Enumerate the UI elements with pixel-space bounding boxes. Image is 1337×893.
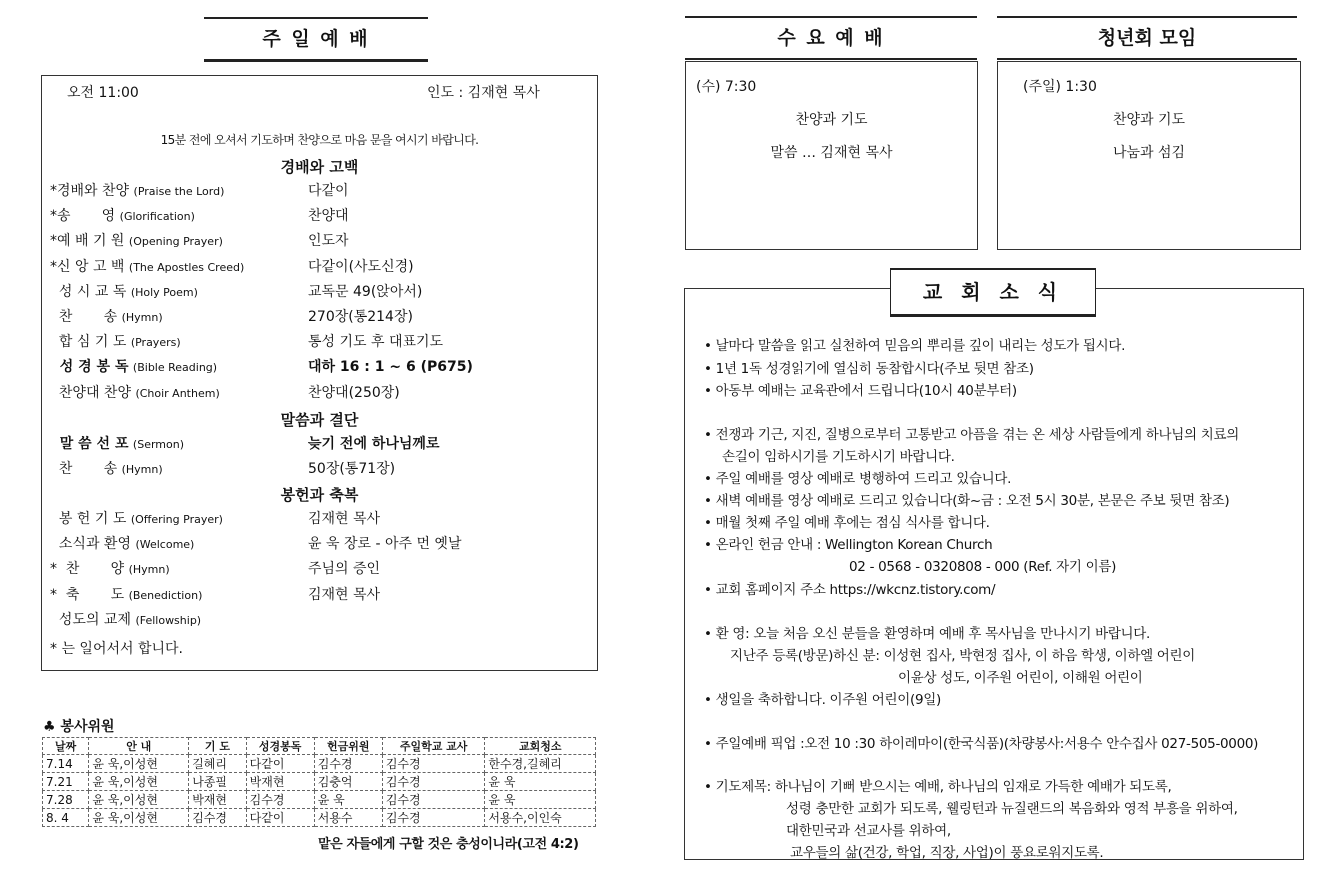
volunteers-cell: 7.14 — [43, 755, 89, 773]
service-time: 오전 11:00 — [67, 85, 139, 101]
order-value: 주님의 증인 — [308, 561, 381, 578]
section-word: 말씀과 결단 — [280, 411, 359, 429]
order-value: 270장(통214장) — [308, 309, 413, 325]
order-row — [50, 306, 590, 330]
volunteers-row — [43, 791, 596, 809]
volunteers-cell: 다같이 — [246, 755, 314, 773]
volunteers-cell: 김수경 — [382, 773, 485, 791]
volunteers-cell: 윤 욱,이성현 — [89, 773, 189, 791]
volunteers-table — [42, 737, 596, 827]
order-label: *송 영 (Glorification) — [50, 208, 195, 225]
order-label: *경배와 찬양 (Praise the Lord) — [50, 183, 225, 199]
order-label: 찬양대 찬양 (Choir Anthem) — [50, 384, 220, 401]
news-item: 02 - 0568 - 0320808 - 000 (Ref. 자기 이름) — [849, 559, 1117, 575]
news-item: • 주일 예배를 영상 예배로 병행하여 드리고 있습니다. — [704, 471, 1012, 487]
order-value: 찬양대 — [308, 208, 349, 225]
news-item: • 교회 홈페이지 주소 https://wkcnz.tistory.com/ — [704, 582, 996, 598]
arrival-notice: 15분 전에 오셔서 기도하며 찬양으로 마음 문을 여시기 바랍니다. — [160, 133, 479, 147]
order-value: 김재현 목사 — [308, 586, 381, 603]
order-row — [50, 382, 590, 406]
volunteers-cell: 김수경 — [382, 791, 485, 809]
order-row — [50, 230, 590, 254]
order-label: 성도의 교제 (Fellowship) — [50, 611, 202, 628]
volunteers-header-cell: 헌금위원 — [314, 738, 382, 755]
wednesday-time: (수) 7:30 — [696, 79, 757, 95]
wednesday-line1: 찬양과 기도 — [795, 112, 868, 128]
news-item: • 기도제목: 하나님이 기뻐 받으시는 예배, 하나님의 임재로 가득한 예배가 되도록, — [704, 779, 1172, 795]
service-leader: 인도 : 김재현 목사 — [427, 85, 540, 101]
order-row — [50, 609, 590, 633]
volunteers-header-cell: 성경봉독 — [246, 738, 314, 755]
order-row — [50, 458, 590, 482]
news-item: • 온라인 헌금 안내 : Wellington Korean Church — [704, 537, 993, 553]
wednesday-line2: 말씀 … 김재현 목사 — [770, 145, 893, 161]
order-label: *신 앙 고 백 (The Apostles Creed) — [50, 258, 245, 275]
order-label: 찬 송 (Hymn) — [50, 309, 163, 325]
standing-footnote: * 는 일어서서 합니다. — [50, 641, 183, 657]
order-label: 성 시 교 독 (Holy Poem) — [50, 283, 198, 300]
news-item: • 생일을 축하합니다. 이주원 어린이(9일) — [704, 692, 941, 708]
order-row — [50, 281, 590, 305]
youth-line1: 찬양과 기도 — [1112, 112, 1186, 128]
news-item: • 1년 1독 성경읽기에 열심히 동참합시다(주보 뒷면 참조) — [704, 361, 1034, 377]
order-row — [50, 256, 590, 280]
volunteers-cell: 서용수,이인숙 — [485, 809, 596, 827]
order-value: 늦기 전에 하나님께로 — [308, 436, 440, 452]
order-value: 다같이(사도신경) — [308, 258, 414, 275]
news-item: 교우들의 삶(건강, 학업, 직장, 사업)이 풍요로워지도록. — [790, 845, 1104, 861]
order-value: 인도자 — [308, 233, 349, 250]
volunteers-row — [43, 755, 596, 773]
volunteers-cell: 박재현 — [246, 773, 314, 791]
order-row — [50, 356, 590, 380]
order-value: 50장(통71장) — [308, 461, 396, 478]
news-item: 지난주 등록(방문)하신 분: 이성현 집사, 박현정 집사, 이 하음 학생, 이하엘 어린이 — [730, 648, 1196, 664]
volunteers-header-cell: 날짜 — [43, 738, 89, 755]
volunteers-row — [43, 809, 596, 827]
volunteers-cell: 김충억 — [314, 773, 382, 791]
order-label: 봉 헌 기 도 (Offering Prayer) — [50, 511, 223, 527]
volunteers-cell: 윤 욱,이성현 — [89, 809, 189, 827]
order-label: 성 경 봉 독 (Bible Reading) — [50, 359, 218, 376]
volunteers-cell: 김수경 — [382, 809, 485, 827]
section-offering: 봉헌과 축복 — [280, 486, 359, 504]
order-row — [50, 584, 590, 608]
volunteers-cell: 윤 욱 — [314, 791, 382, 809]
order-value: 찬양대(250장) — [308, 384, 400, 401]
order-row — [50, 558, 590, 582]
volunteers-cell: 윤 욱,이성현 — [89, 755, 189, 773]
volunteers-row — [43, 773, 596, 791]
volunteers-cell: 7.21 — [43, 773, 89, 791]
volunteers-header-cell: 주일학교 교사 — [382, 738, 485, 755]
news-item: • 주일예배 픽업 :오전 10 :30 하이레마이(한국식품)(차량봉사:서용수 안수집사 027-505-0000) — [704, 736, 1259, 752]
news-item: 성령 충만한 교회가 되도록, 웰링턴과 뉴질랜드의 복음화와 영적 부흥을 위하여, — [786, 801, 1238, 817]
wednesday-title: 수 요 예 배 — [685, 16, 977, 60]
youth-line2: 나눔과 섬김 — [1112, 145, 1186, 161]
sunday-title: 주 일 예 배 — [204, 17, 428, 62]
sunday-order-box — [41, 75, 598, 671]
order-value: 윤 욱 장로 - 아주 먼 옛날 — [308, 536, 462, 553]
order-label: * 찬 양 (Hymn) — [50, 561, 170, 578]
order-row — [50, 180, 590, 204]
order-label: 찬 송 (Hymn) — [50, 461, 163, 478]
order-label: 소식과 환영 (Welcome) — [50, 536, 195, 553]
order-row — [50, 533, 590, 557]
news-item: • 날마다 말씀을 읽고 실천하여 믿음의 뿌리를 깊이 내리는 성도가 됩시다. — [704, 338, 1126, 354]
youth-title: 청년회 모임 — [997, 16, 1297, 60]
order-value: 김재현 목사 — [308, 511, 381, 527]
volunteers-cell: 김수경 — [382, 755, 485, 773]
youth-box — [997, 61, 1301, 250]
news-item: • 아동부 예배는 교육관에서 드립니다(10시 40분부터) — [704, 383, 1017, 399]
news-item: 이윤상 성도, 이주원 어린이, 이해원 어린이 — [898, 670, 1143, 686]
news-item: • 매월 첫째 주일 예배 후에는 점심 식사를 합니다. — [704, 515, 990, 531]
volunteers-cell: 윤 욱,이성현 — [89, 791, 189, 809]
volunteers-cell: 김수경 — [314, 755, 382, 773]
order-value: 다같이 — [308, 183, 349, 199]
news-item: • 환 영: 오늘 처음 오신 분들을 환영하며 예배 후 목사님을 만나시기 바랍니다. — [704, 626, 1151, 642]
section-worship: 경배와 고백 — [280, 158, 359, 176]
order-value: 교독문 49(앉아서) — [308, 283, 423, 300]
volunteers-cell: 윤 욱 — [485, 791, 596, 809]
volunteers-cell: 다같이 — [246, 809, 314, 827]
volunteers-cell: 8. 4 — [43, 809, 89, 827]
volunteers-cell: 나종필 — [189, 773, 246, 791]
volunteers-cell: 윤 욱 — [485, 773, 596, 791]
volunteers-cell: 길혜리 — [189, 755, 246, 773]
wednesday-box — [685, 61, 978, 250]
volunteers-cell: 서용수 — [314, 809, 382, 827]
news-item: • 새벽 예배를 영상 예배로 드리고 있습니다(화~금 : 오전 5시 30분, 본문은 주보 뒷면 참조) — [704, 493, 1230, 509]
order-label: * 축 도 (Benediction) — [50, 586, 203, 603]
news-item: • 전쟁과 기근, 지진, 질병으로부터 고통받고 아픔을 겪는 온 세상 사람들에게 하나님의 치료의 — [704, 427, 1239, 443]
order-row — [50, 433, 590, 457]
order-label: *예 배 기 원 (Opening Prayer) — [50, 233, 223, 250]
order-label: 말 씀 선 포 (Sermon) — [50, 436, 185, 452]
church-news-title: 교 회 소 식 — [890, 268, 1096, 317]
order-row — [50, 331, 590, 355]
volunteers-cell: 박재현 — [189, 791, 246, 809]
order-value: 대하 16 : 1 ~ 6 (P675) — [308, 359, 473, 376]
volunteers-header-cell: 교회청소 — [485, 738, 596, 755]
volunteers-header-cell: 기 도 — [189, 738, 246, 755]
order-row — [50, 508, 590, 532]
news-item: 대한민국과 선교사를 위하여, — [786, 823, 951, 839]
volunteers-cell: 김수경 — [246, 791, 314, 809]
news-item: 손길이 임하시기를 기도하시기 바랍니다. — [722, 449, 955, 465]
order-row — [50, 205, 590, 229]
volunteers-cell: 한수경,길혜리 — [485, 755, 596, 773]
youth-time: (주일) 1:30 — [1023, 79, 1097, 95]
volunteers-cell: 김수경 — [189, 809, 246, 827]
order-value: 통성 기도 후 대표기도 — [308, 334, 444, 351]
volunteers-title: ♣ 봉사위원 — [43, 719, 115, 735]
verse: 맡은 자들에게 구할 것은 충성이니라(고전 4:2) — [318, 837, 579, 852]
volunteers-header-cell: 안 내 — [89, 738, 189, 755]
order-label: 합 심 기 도 (Prayers) — [50, 334, 181, 351]
volunteers-cell: 7.28 — [43, 791, 89, 809]
